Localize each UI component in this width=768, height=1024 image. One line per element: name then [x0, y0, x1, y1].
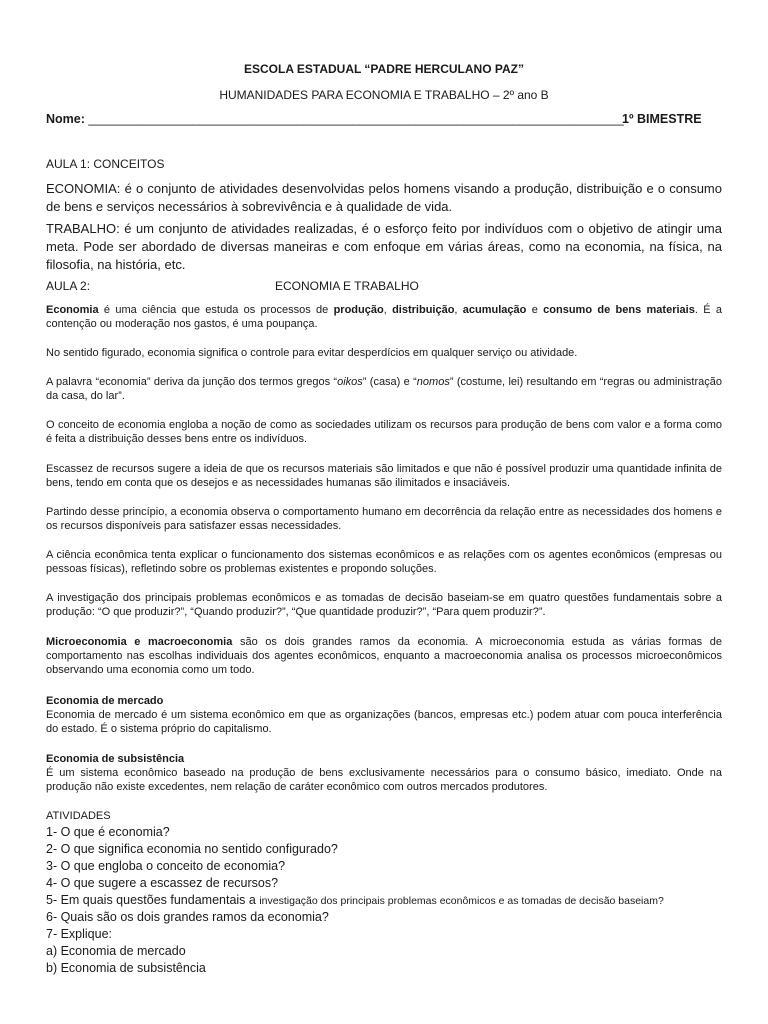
- activity-item-5-start: 5- Em quais questões fundamentais a: [46, 893, 256, 907]
- activity-item-7: 7- Explique:: [46, 927, 113, 941]
- activity-item-4: 4- O que sugere a escassez de recursos?: [46, 876, 279, 890]
- aula1-title: AULA 1: CONCEITOS: [46, 157, 165, 171]
- term-label: 1º BIMESTRE: [622, 112, 702, 126]
- text-segment: é uma ciência que estuda os processos de: [98, 304, 334, 316]
- paragraph-etimologia: [46, 375, 722, 403]
- paragraph-economia-ciencia: [46, 303, 722, 331]
- subsistencia-text: É um sistema econômico baseado na produção de bens exclusivamente necessários para o consumo básico, imediato. Onde na produção não existe excedentes, nem relação de caráter econômico com outros mercados produtores.: [46, 767, 722, 793]
- name-line: _____________________________________________________________________________: [88, 112, 624, 126]
- paragraph-sentido-figurado: No sentido figurado, economia significa o controle para evitar desperdícios em qualquer serviço ou atividade.: [46, 347, 578, 359]
- text-segment: ” (costume, lei) resultando em “regras ou administração da casa, do lar”.: [46, 376, 722, 402]
- activity-item-7a: a) Economia de mercado: [46, 944, 186, 958]
- paragraph-escassez: Escassez de recursos sugere a ideia de que os recursos materiais são limitados e que não é possível produzir uma quantidade infinita de bens, tendo em conta que os desejos e as necessidades humanas são ilimitados e insaciáveis.: [46, 463, 722, 489]
- activity-item-3: 3- O que engloba o conceito de economia?: [46, 859, 286, 873]
- course-title: HUMANIDADES PARA ECONOMIA E TRABALHO – 2º ano B: [219, 88, 549, 102]
- paragraph-conceito: O conceito de economia engloba a noção de como as sociedades utilizam os recursos para produção de bens com valor e a forma como é feita a distribuição desses bens entre os indivíduos.: [46, 419, 722, 445]
- economia-term: ECONOMIA:: [46, 181, 121, 196]
- trabalho-definition: [46, 220, 722, 274]
- subsistencia-heading: Economia de subsistência: [46, 753, 185, 765]
- term-consumo: consumo de bens materiais: [543, 304, 695, 316]
- activity-item-1: 1- O que é economia?: [46, 825, 170, 839]
- activity-item-2: 2- O que significa economia no sentido configurado?: [46, 842, 338, 856]
- text-segment: e: [526, 304, 544, 316]
- paragraph-ciencia-economica: A ciência econômica tenta explicar o funcionamento dos sistemas econômicos e as relações com os agentes econômicos (empresas ou pessoas físicas), refletindo sobre os problemas existentes e propondo soluções.: [46, 549, 722, 575]
- term-oikos: oikos: [337, 376, 363, 388]
- text-segment: ,: [383, 304, 393, 316]
- paragraph-principio: Partindo desse princípio, a economia observa o comportamento humano em decorrência da relação entre as necessidades dos homens e os recursos disponíveis para satisfazer essas necessidades.: [46, 506, 722, 532]
- mercado-text: Economia de mercado é um sistema econômico em que as organizações (bancos, empresas etc.) podem atuar com pouca interferência do estado. É o sistema próprio do capitalismo.: [46, 709, 722, 735]
- term-acumulacao: acumulação: [462, 304, 527, 316]
- aula2-label: AULA 2:: [46, 279, 91, 293]
- trabalho-text: é um conjunto de atividades realizadas, é o esforço feito por indivíduos com o objetivo de atingir uma meta. Pode ser abordado de diversas maneiras e com enfoque em várias áreas, como na economia, na física, na filosofia, na história, etc.: [46, 221, 722, 272]
- activity-item-6: 6- Quais são os dois grandes ramos da economia?: [46, 910, 329, 924]
- text-segment: ,: [454, 304, 463, 316]
- activity-item-5-rest: investigação dos principais problemas econômicos e as tomadas de decisão baseiam?: [259, 895, 664, 907]
- name-label: Nome:: [46, 112, 85, 126]
- paragraph-micro-macro: [46, 635, 722, 677]
- text-segment: são os dois grandes ramos da economia. A microeconomia estuda as várias formas de comportamento nas escolhas individuais dos agentes econômicos, enquanto a macroeconomia analisa os processos microeconômicos observando uma economia como um todo.: [46, 636, 723, 676]
- school-name: ESCOLA ESTADUAL “PADRE HERCULANO PAZ”: [243, 62, 524, 76]
- text-segment: ” (casa) e “: [362, 376, 417, 388]
- activity-item-5: [46, 893, 664, 907]
- text-segment: A palavra “economia” deriva da junção dos termos gregos “: [46, 376, 338, 388]
- trabalho-term: TRABALHO:: [46, 221, 120, 236]
- name-field: [46, 112, 624, 126]
- activity-item-7b: b) Economia de subsistência: [46, 961, 206, 975]
- economia-text: é o conjunto de atividades desenvolvidas pelos homens visando a produção, distribuição e o consumo de bens e serviços necessários à sobrevivência e à qualidade de vida.: [46, 181, 722, 214]
- paragraph-questoes: A investigação dos principais problemas econômicos e as tomadas de decisão baseiam-se em quatro questões fundamentais sobre a produção: “O que produzir?”, “Quando produzir?”, “Que quantidade produzir?”, “Para quem produzir?”.: [46, 592, 722, 618]
- term-micro-macro: Microeconomia e macroeconomia: [46, 636, 233, 648]
- term-distribuicao: distribuição: [392, 304, 455, 316]
- economia-definition: [46, 180, 722, 216]
- mercado-heading: Economia de mercado: [46, 695, 164, 707]
- term-nomos: nomos: [416, 376, 450, 388]
- text-segment: . É a contenção ou moderação nos gastos, é uma poupança.: [46, 304, 722, 330]
- term-producao: produção: [333, 304, 384, 316]
- aula2-title: ECONOMIA E TRABALHO: [275, 279, 419, 293]
- term-economia: Economia: [46, 304, 99, 316]
- atividades-title: ATIVIDADES: [46, 810, 111, 822]
